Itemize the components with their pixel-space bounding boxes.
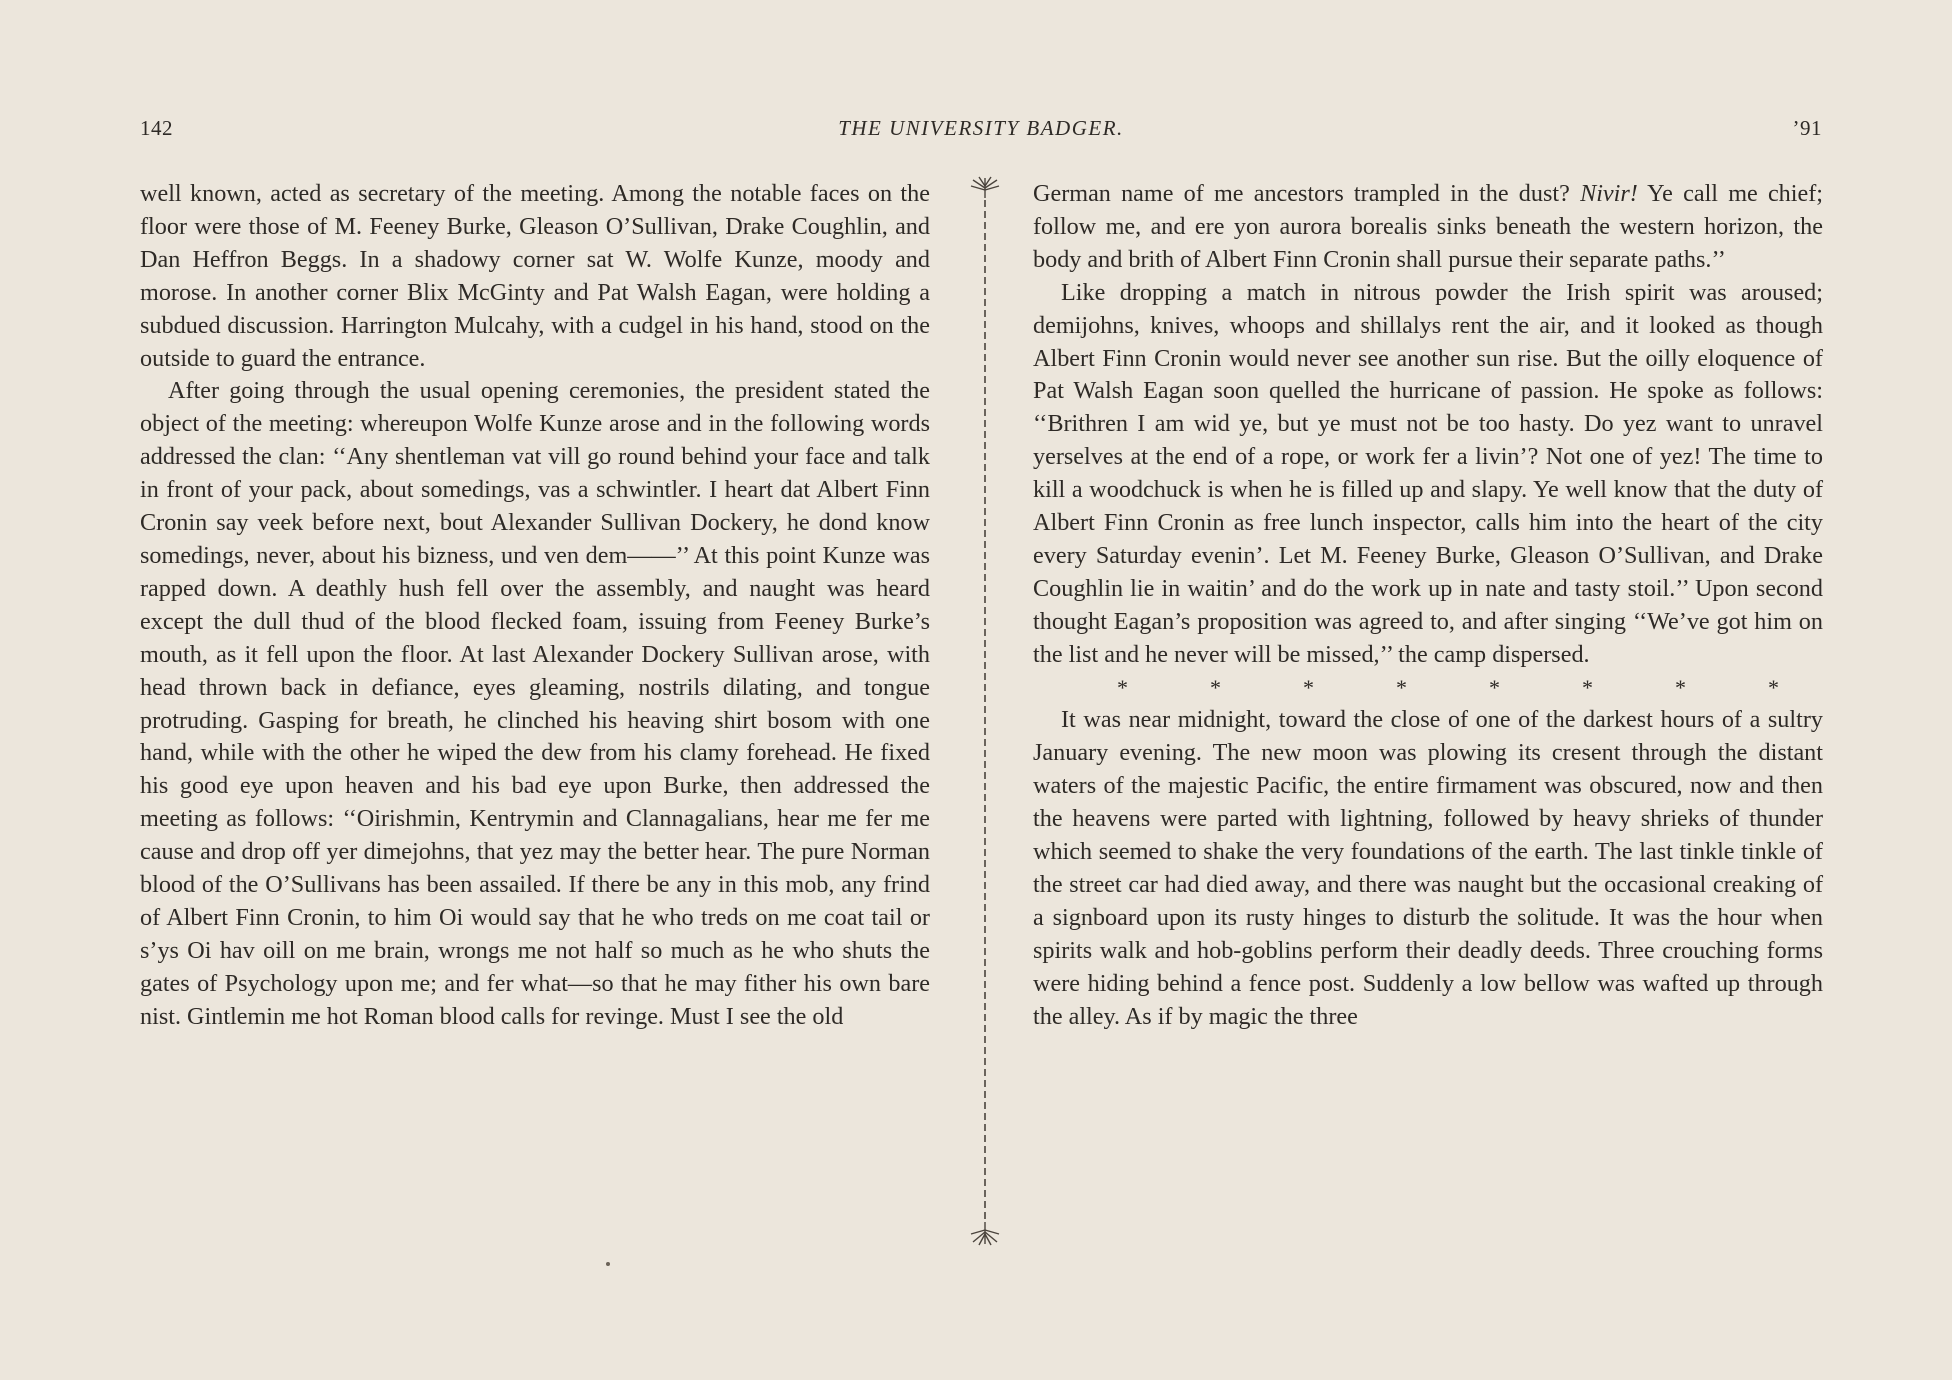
journal-title: THE UNIVERSITY BADGER. [838,116,1124,140]
right-column [1033,178,1823,1034]
asterisk: * [1582,674,1593,700]
volume-mark: ’91 [1792,116,1822,140]
asterisk: * [1489,674,1500,700]
asterisk: * [1303,674,1314,700]
bottom-flourish-icon [971,1222,999,1245]
column-divider-ornament [965,176,1005,1246]
running-head [140,116,1822,148]
section-break [1033,672,1823,705]
paragraph-kunze-speech: After going through the usual opening ceremonies, the president stated the object of the meeting: whereupon Wolfe Kunze arose and in the following words addressed the clan: ‘‘Any shentleman vat vill go round behind your face and talk in front of your pack, about somedings, vas a schwintler. I heart dat Albert Finn Cronin say veek before next, bout Alexander Sullivan Dockery, he dond know somedings, never, about his bizness, und ven dem——’’ At this point Kunze was rapped down. A deathly hush fell over the assembly, and naught was heard except the dull thud of the blood flecked foam, issuing from Feeney Burke’s mouth, as it fell upon the floor. At last Alexander Dockery Sullivan arose, with head thrown back in defiance, eyes gleaming, nostrils dilating, and tongue protruding. Gasping for breath, he clinched his heaving shirt bosom with one hand, while with the other he wiped the dew from his clamy forehead. He fixed his good eye upon heaven and his bad eye upon Burke, then addressed the meeting as follows: ‘‘Oirishmin, Kentrymin and Clannagalians, hear me fer me cause and drop off yer dimejohns, that yez may the better hear. The pure Norman blood of the O’Sullivans has been assailed. If there be any in this mob, any frind of Albert Finn Cronin, to him Oi would say that he who treds on me coat tail or s’ys Oi hav oill on me brain, wrongs me not half so much as he who shuts the gates of Psychology upon me; and fer what—so that he may fither his own bare nist. Gintlemin me hot Roman blood calls for revinge. Must I see the old [140,377,930,1030]
asterisk: * [1675,674,1686,700]
paragraph-midnight: It was near midnight, toward the close of one of the darkest hours of a sultry January evening. The new moon was plowing its cresent through the distant waters of the majestic Pacific, the entire firmament was obscured, now and then the heavens were parted with lightning, followed by heavy shrieks of thunder which seemed to shake the very foundations of the earth. The last tinkle tinkle of the street car had died away, and there was naught but the occasional creaking of a signboard upon its rusty hinges to disturb the solitude. It was the hour when spirits walk and hob-goblins perform their deadly deeds. Three crouching forms were hiding behind a fence post. Suddenly a low bellow was wafted up through the alley. As if by magic the three [1033,706,1823,1030]
asterisk: * [1210,674,1221,700]
divider-ornament-svg [965,176,1005,1246]
asterisk: * [1396,674,1407,700]
paragraph-secretary: well known, acted as secretary of the meeting. Among the notable faces on the floor were those of M. Feeney Burke, Gleason O’Sullivan, Drake Coughlin, and Dan Heffron Beggs. In a shadowy corner sat W. Wolfe Kunze, moody and morose. In another corner Blix McGinty and Pat Walsh Eagan, were holding a subdued discussion. Harrington Mulcahy, with a cudgel in his hand, stood on the outside to guard the entrance. [140,180,930,372]
text-pre-italic: German name of me ancestors trampled in the dust? [1033,180,1581,207]
asterisk: * [1117,674,1128,700]
paper-speck [606,1262,610,1266]
page-number: 142 [140,116,173,140]
left-column [140,178,930,1034]
italic-exclamation: Nivir! [1580,180,1638,207]
top-flourish-icon [971,177,999,198]
paragraph-eagan-speech: Like dropping a match in nitrous powder the Irish spirit was aroused; demijohns, knives, whoops and shillalys rent the air, and it looked as though Albert Finn Cronin would never see another sun rise. But the oilly eloquence of Pat Walsh Eagan soon quelled the hurricane of passion. He spoke as follows: ‘‘Brithren I am wid ye, but ye must not be too hasty. Do yez want to unravel yerselves at the end of a rope, or work fer a livin’? Not one of yez! The time to kill a woodchuck is when he is filled up and slapy. Ye well know that the duty of Albert Finn Cronin as free lunch inspector, calls him into the heart of the city every Saturday evenin’. Let M. Feeney Burke, Gleason O’Sullivan, and Drake Coughlin lie in waitin’ and do the work up in nate and tasty stoil.’’ Upon second thought Eagan’s proposition was agreed to, and after singing ‘‘We’ve got him on the list and he never will be missed,’’ the camp dispersed. [1033,278,1823,668]
asterisk: * [1768,674,1779,700]
paragraph-ancestors [1033,178,1823,277]
text-post-italic: Ye call me chief; follow me, and ere yon aurora borealis sinks beneath the western horizon, the body and brith of Albert Finn Cronin shall pursue their separate paths.’’ [1033,180,1824,273]
